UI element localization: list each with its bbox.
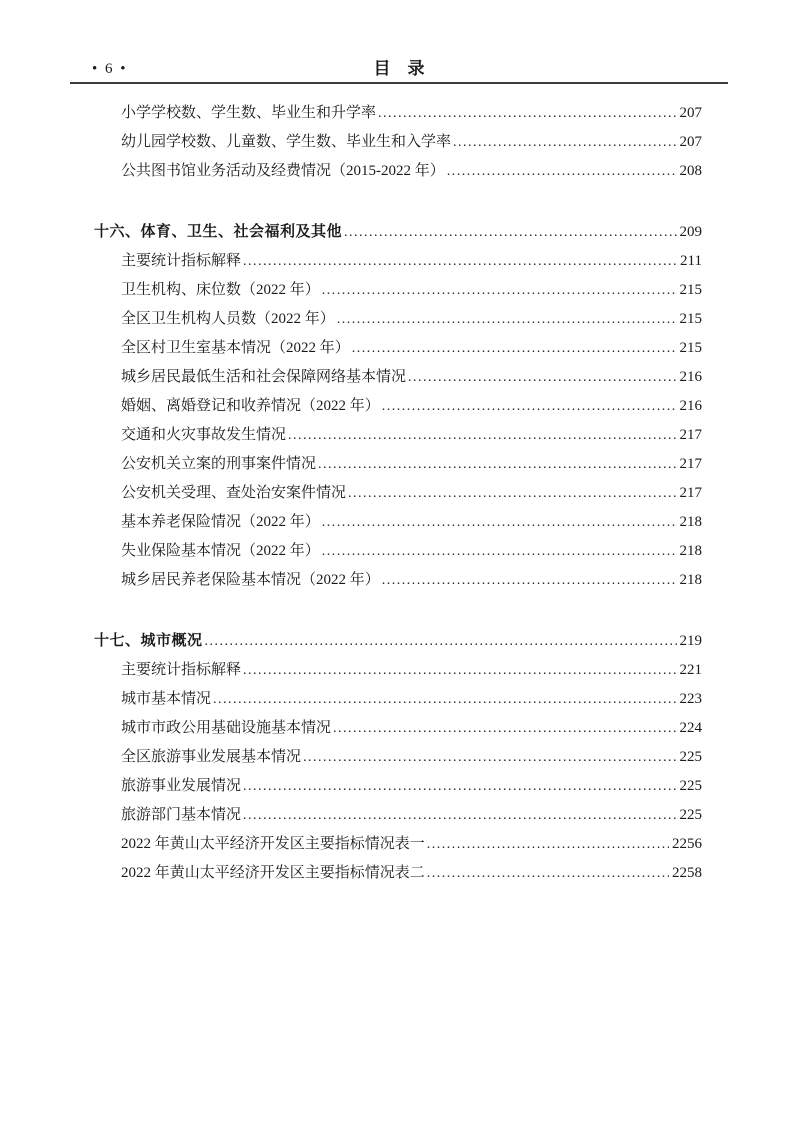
toc-entry-title: 失业保险基本情况（2022 年） (121, 543, 320, 559)
toc-entry (70, 684, 728, 713)
toc-entry-page: 207 (679, 105, 702, 121)
dot-leader (378, 98, 676, 128)
toc-entry-page: 218 (679, 543, 702, 559)
toc-entry-title: 全区村卫生室基本情况（2022 年） (121, 340, 350, 356)
toc-entry-title: 交通和火灾事故发生情况 (121, 427, 287, 443)
dot-leader (303, 742, 676, 772)
toc-entry (70, 420, 728, 449)
toc-entry-title: 卫生机构、床位数（2022 年） (121, 282, 320, 298)
toc-section-heading (70, 626, 728, 655)
toc-entry (70, 771, 728, 800)
toc-entry-page: 209 (679, 224, 702, 240)
toc-entry (70, 713, 728, 742)
toc-entry (70, 800, 728, 829)
toc-entry-title: 城市市政公用基础设施基本情况 (121, 720, 332, 736)
toc-entry (70, 742, 728, 771)
toc-entry-page: 224 (679, 720, 702, 736)
toc-entry (70, 655, 728, 684)
dot-leader (453, 127, 676, 157)
dot-leader (337, 304, 677, 334)
toc-entry (70, 333, 728, 362)
toc-entry-title: 基本养老保险情况（2022 年） (121, 514, 320, 530)
dot-leader (288, 420, 676, 450)
page-title: 目 录 (373, 59, 425, 78)
toc-entry (70, 829, 728, 858)
toc-entry-page: 211 (680, 253, 702, 269)
toc-entry-page: 217 (679, 427, 702, 443)
toc-entry-page: 223 (679, 691, 702, 707)
toc-entry (70, 156, 728, 185)
toc-block (70, 626, 728, 887)
toc-entry-title: 十七、城市概况 (94, 632, 203, 649)
dot-leader (322, 275, 677, 305)
toc-entry-title: 十六、体育、卫生、社会福利及其他 (94, 223, 343, 240)
toc-entry (70, 362, 728, 391)
toc-entry-page: 208 (679, 163, 702, 179)
toc-entry-page: 221 (679, 662, 702, 678)
dot-leader (243, 246, 677, 276)
toc-entry-title: 城乡居民养老保险基本情况（2022 年） (121, 572, 380, 588)
toc-entry-title: 公共图书馆业务活动及经费情况（2015-2022 年） (121, 163, 445, 179)
toc-entry-title: 2022 年黄山太平经济开发区主要指标情况表二 (121, 865, 425, 881)
toc-entry-page: 225 (679, 749, 702, 765)
dot-leader (333, 713, 676, 743)
dot-leader (447, 156, 677, 186)
dot-leader (382, 391, 677, 421)
toc-entry (70, 858, 728, 887)
toc-entry-title: 2022 年黄山太平经济开发区主要指标情况表一 (121, 836, 425, 852)
toc-entry-title: 幼儿园学校数、儿童数、学生数、毕业生和入学率 (121, 134, 452, 150)
dot-leader (408, 362, 676, 392)
toc-entry-page: 225 (679, 807, 702, 823)
dot-leader (352, 333, 677, 363)
toc-entry-title: 公安机关立案的刑事案件情况 (121, 456, 317, 472)
dot-leader (205, 626, 677, 656)
dot-leader (243, 655, 676, 685)
toc-entry-title: 城乡居民最低生活和社会保障网络基本情况 (121, 369, 407, 385)
toc-entry-title: 全区旅游事业发展基本情况 (121, 749, 302, 765)
page-header (70, 56, 728, 84)
toc-entry-title: 婚姻、离婚登记和收养情况（2022 年） (121, 398, 380, 414)
toc-entry (70, 275, 728, 304)
toc-entry-page: 207 (679, 134, 702, 150)
toc-entry-page: 218 (679, 572, 702, 588)
toc-entry (70, 246, 728, 275)
toc-entry-page: 215 (679, 282, 702, 298)
toc-block (70, 217, 728, 594)
toc-entry-title: 旅游事业发展情况 (121, 778, 242, 794)
toc-entry-page: 216 (679, 398, 702, 414)
dot-leader (348, 478, 676, 508)
toc-entry-page: 215 (679, 340, 702, 356)
toc-entry-title: 公安机关受理、查处治安案件情况 (121, 485, 347, 501)
toc-entry (70, 127, 728, 156)
dot-leader (344, 217, 676, 247)
toc-entry-title: 主要统计指标解释 (121, 253, 242, 269)
toc-entry-title: 小学学校数、学生数、毕业生和升学率 (121, 105, 377, 121)
toc-entry (70, 478, 728, 507)
toc-entry-title: 主要统计指标解释 (121, 662, 242, 678)
dot-leader (382, 565, 677, 595)
toc-entry (70, 449, 728, 478)
dot-leader (243, 771, 676, 801)
dot-leader (318, 449, 676, 479)
dot-leader (213, 684, 676, 714)
toc-entry (70, 565, 728, 594)
toc-entry (70, 304, 728, 333)
dot-leader (427, 858, 669, 888)
dot-leader (322, 536, 677, 566)
toc-entry-title: 城市基本情况 (121, 691, 212, 707)
toc-entry (70, 391, 728, 420)
toc-block (70, 98, 728, 185)
dot-leader (322, 507, 677, 537)
toc-entry-page: 218 (679, 514, 702, 530)
toc-entry (70, 507, 728, 536)
toc-entry-title: 全区卫生机构人员数（2022 年） (121, 311, 335, 327)
toc-entry (70, 536, 728, 565)
toc-entry-page: 216 (679, 369, 702, 385)
toc-entry-title: 旅游部门基本情况 (121, 807, 242, 823)
dot-leader (427, 829, 669, 859)
toc-entry-page: 2258 (672, 865, 702, 881)
toc-section-heading (70, 217, 728, 246)
dot-leader (243, 800, 676, 830)
toc-list (70, 98, 728, 887)
toc-entry-page: 217 (679, 456, 702, 472)
toc-entry-page: 219 (679, 633, 702, 649)
toc-entry-page: 217 (679, 485, 702, 501)
toc-entry-page: 215 (679, 311, 702, 327)
toc-entry (70, 98, 728, 127)
toc-entry-page: 225 (679, 778, 702, 794)
toc-entry-page: 2256 (672, 836, 702, 852)
folio-page-number: • 6 • (92, 61, 128, 77)
